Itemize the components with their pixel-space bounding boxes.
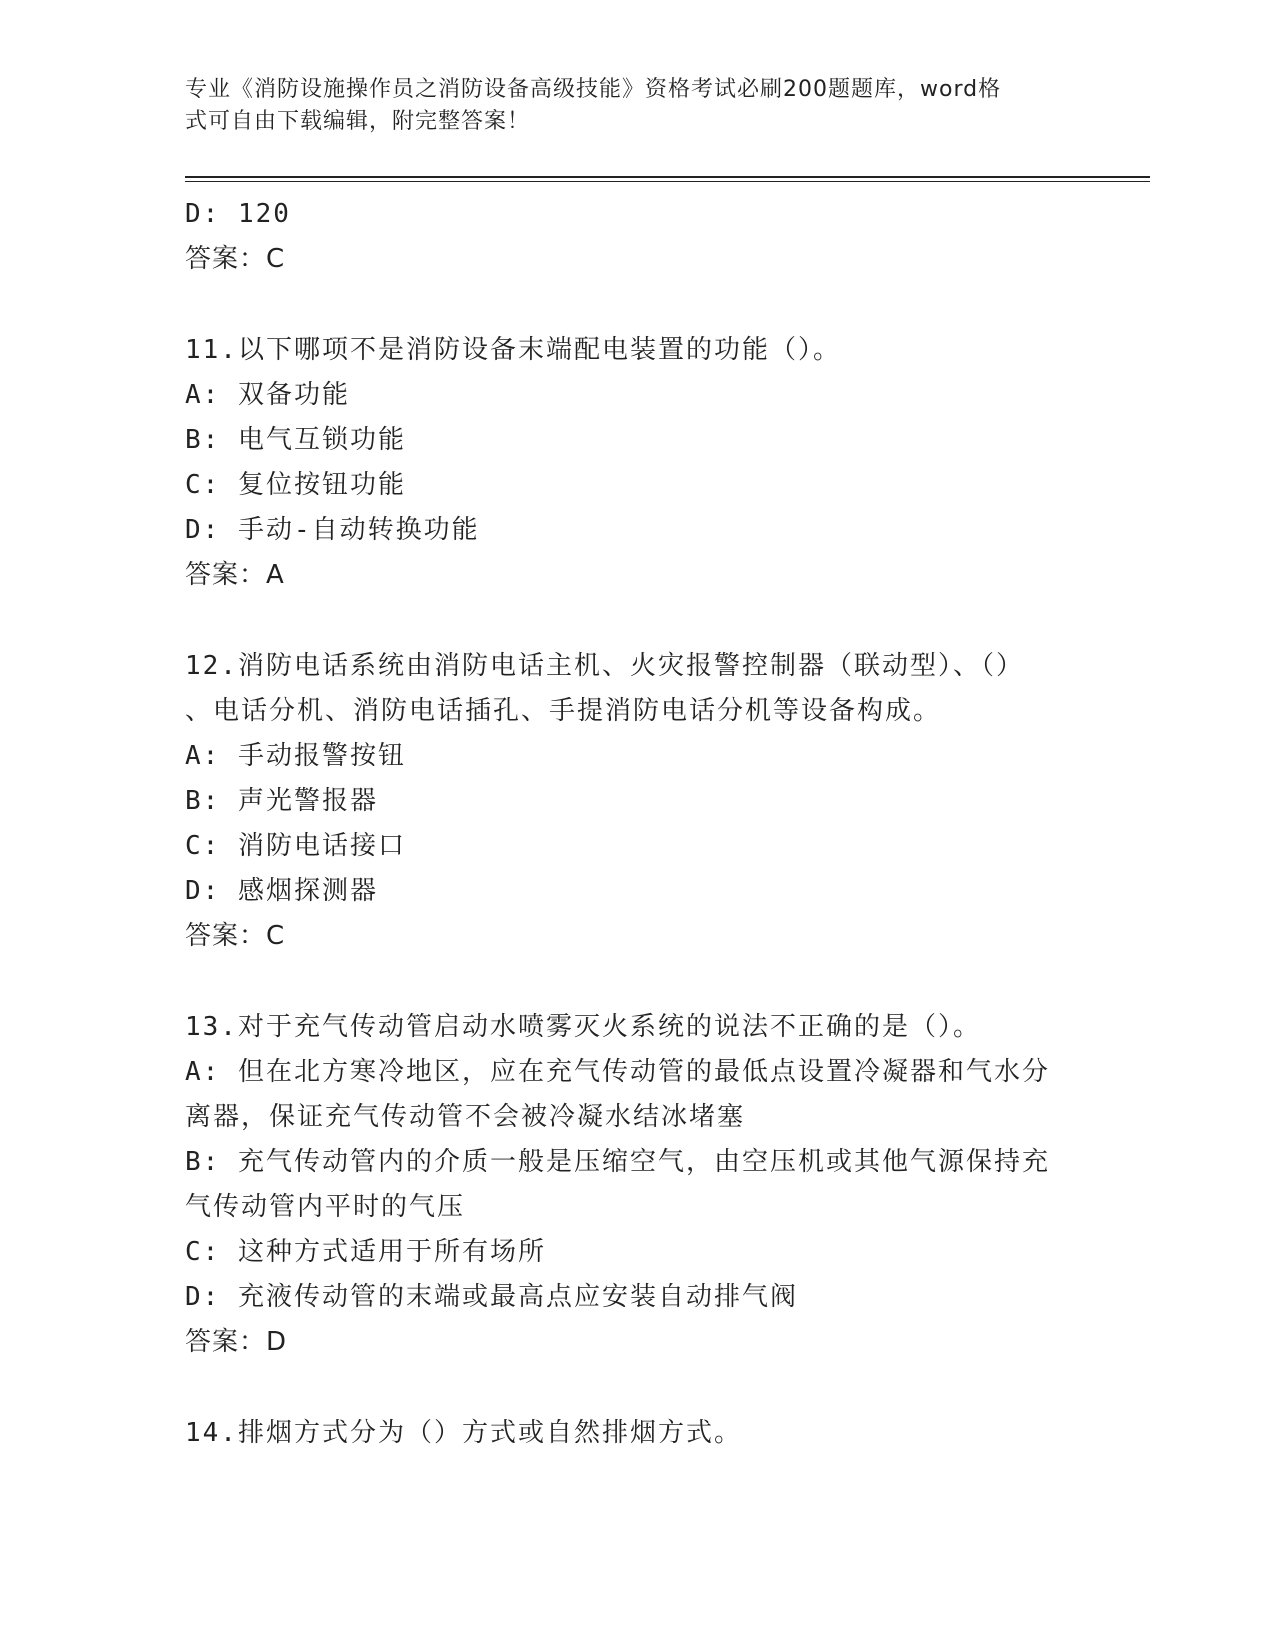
question-stem: 12.消防电话系统由消防电话主机、火灾报警控制器（联动型）、（） [185,651,1024,681]
question-stem: 13.对于充气传动管启动水喷雾灭火系统的说法不正确的是（）。 [185,1012,981,1042]
question-stem-continued: 、电话分机、消防电话插孔、手提消防电话分机等设备构成。 [185,696,942,726]
answer: 答案：A [185,560,285,590]
option-b: B: 声光警报器 [185,786,378,816]
answer: 答案：D [185,1327,288,1357]
option-b: B: 电气互锁功能 [185,425,406,455]
page-header [185,74,1065,138]
option-a-continued: 离器，保证充气传动管不会被冷凝水结冰堵塞 [185,1102,746,1132]
option-d: D: 手动-自动转换功能 [185,515,480,545]
spacer [185,598,1085,644]
question-list [185,192,1085,1456]
option-a: A: 双备功能 [185,380,350,410]
option-d: D: 感烟探测器 [185,876,378,906]
header-divider-thick [185,176,1150,178]
option-c: C: 复位按钮功能 [185,470,406,500]
question-12 [185,644,1085,959]
question-11 [185,328,1085,598]
question-stem: 14.排烟方式分为（）方式或自然排烟方式。 [185,1418,742,1448]
option-c: C: 这种方式适用于所有场所 [185,1237,546,1267]
spacer [185,1365,1085,1411]
spacer [185,959,1085,1005]
spacer [185,282,1085,328]
option-c: C: 消防电话接口 [185,831,406,861]
option-b: B: 充气传动管内的介质一般是压缩空气，由空压机或其他气源保持充 [185,1147,1050,1177]
option-b-continued: 气传动管内平时的气压 [185,1192,466,1222]
option-d: D: 充液传动管的末端或最高点应安装自动排气阀 [185,1282,798,1312]
prev-answer: 答案：C [185,244,286,274]
prev-option-d: D: 120 [185,199,291,229]
header-line-1: 专业《消防设施操作员之消防设备高级技能》资格考试必刷200题题库，word格 [185,77,1002,102]
header-line-2: 式可自由下载编辑，附完整答案！ [185,109,531,134]
option-a: A: 但在北方寒冷地区，应在充气传动管的最低点设置冷凝器和气水分 [185,1057,1050,1087]
header-divider-thin [185,181,1150,182]
question-13 [185,1005,1085,1365]
question-stem: 11.以下哪项不是消防设备末端配电装置的功能（）。 [185,335,841,365]
question-14 [185,1411,1085,1456]
answer: 答案：C [185,921,286,951]
option-a: A: 手动报警按钮 [185,741,406,771]
